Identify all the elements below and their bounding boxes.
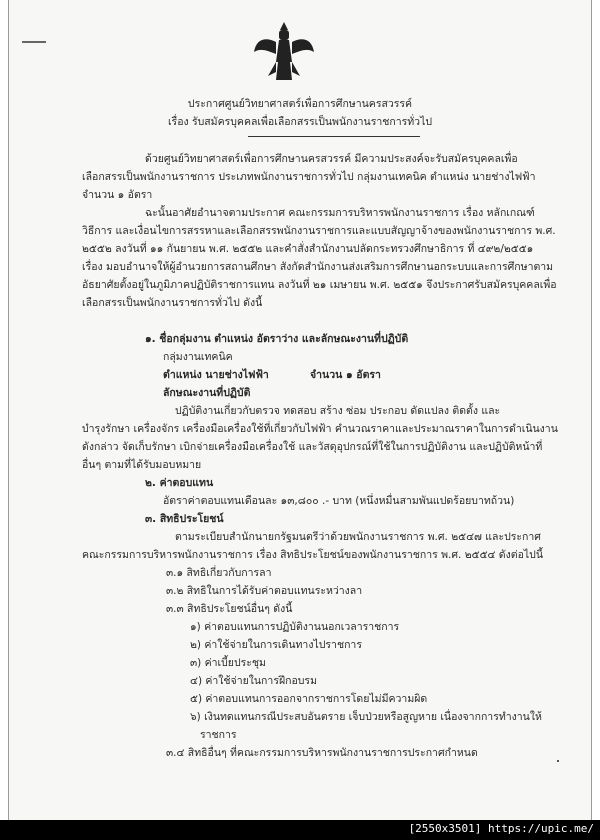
scan-speck <box>557 760 559 762</box>
duties-line: ปฏิบัติงานเกี่ยวกับตรวจ ทดสอบ สร้าง ซ่อม ประกอบ ดัดแปลง ติดตั้ง และ <box>175 405 501 417</box>
benefit-item: ๖) เงินทดแทนกรณีประสบอันตราย เจ็บป่วยหรือสูญหาย เนื่องจากการทำงานให้ <box>190 711 542 723</box>
body-line: เลือกสรรเป็นพนักงานราชการ ประเภทพนักงานราชการทั่วไป กลุ่มงานเทคนิค ตำแหน่ง นายช่างไฟฟ้า <box>82 171 536 183</box>
section3-heading: ๓. สิทธิประโยชน์ <box>145 513 224 525</box>
margin-mark <box>22 41 46 43</box>
benefit-item: ๓) ค่าเบี้ยประชุม <box>190 657 266 669</box>
section2-heading: ๒. ค่าตอบแทน <box>145 477 214 489</box>
job-count: จำนวน ๑ อัตรา <box>310 369 381 381</box>
job-position: ตำแหน่ง นายช่างไฟฟ้า <box>163 369 269 381</box>
benefit-3-2: ๓.๒ สิทธิในการได้รับค่าตอบแทนระหว่างลา <box>166 585 363 597</box>
body-line: ด้วยศูนย์วิทยาศาสตร์เพื่อการศึกษานครสวรรค์ มีความประสงค์จะรับสมัครบุคคลเพื่อ <box>145 153 518 165</box>
body-line: ๒๕๕๒ ลงวันที่ ๑๑ กันยายน พ.ศ. ๒๕๕๒ และคำสั่งสำนักงานปลัดกระทรวงศึกษาธิการ ที่ ๔๙๒/๒๕๕๑ <box>82 243 534 255</box>
body-line: วิธีการ และเงื่อนไขการสรรหาและเลือกสรรพนักงานราชการและแบบสัญญาจ้างของพนักงานราชการ พ.ศ. <box>82 225 556 237</box>
benefit-item: ๒) ค่าใช้จ่ายในการเดินทางไปราชการ <box>190 639 362 651</box>
benefit-3-3: ๓.๓ สิทธิประโยชน์อื่นๆ ดังนี้ <box>166 603 293 615</box>
title-underline <box>248 136 420 137</box>
body-line: ฉะนั้นอาศัยอำนาจตามประกาศ คณะกรรมการบริหารพนักงานราชการ เรื่อง หลักเกณฑ์ <box>145 207 535 219</box>
body-line: เรื่อง มอบอำนาจให้ผู้อำนวยการสถานศึกษา สังกัดสำนักงานส่งเสริมการศึกษานอกระบบและการศึกษาตาม <box>82 261 554 273</box>
benefit-item: ๕) ค่าตอบแทนการออกจากราชการโดยไม่มีความผิด <box>190 693 428 705</box>
image-info-bar <box>0 820 600 840</box>
duties-line: อื่นๆ ตามที่ได้รับมอบหมาย <box>82 459 202 471</box>
benefit-item: ๑) ค่าตอบแทนการปฏิบัติงานนอกเวลาราชการ <box>190 621 400 633</box>
garuda-emblem-icon <box>252 18 316 88</box>
duties-heading: ลักษณะงานที่ปฏิบัติ <box>163 387 251 399</box>
duties-line: ดังกล่าว จัดเก็บรักษา เบิกจ่ายเครื่องมือเครื่องใช้ และวัสดุอุปกรณ์ที่ใช้ในการปฏิบัติงาน และปฏิบัติหน้าที่ <box>82 441 543 453</box>
image-info-text: [2550x3501] https://upic.me/ <box>408 822 594 835</box>
benefit-3-4: ๓.๔ สิทธิอื่นๆ ที่คณะกรรมการบริหารพนักงานราชการประกาศกำหนด <box>166 747 478 759</box>
job-group: กลุ่มงานเทคนิค <box>163 351 233 363</box>
benefit-3-1: ๓.๑ สิทธิเกี่ยวกับการลา <box>166 567 272 579</box>
section1-heading: ๑. ชื่อกลุ่มงาน ตำแหน่ง อัตราว่าง และลักษณะงานที่ปฏิบัติ <box>145 333 409 345</box>
benefits-intro: ตามระเบียบสำนักนายกรัฐมนตรีว่าด้วยพนักงานราชการ พ.ศ. ๒๕๔๗ และประกาศ <box>175 531 541 543</box>
body-line: อัธยาศัยตั้งอยู่ในภูมิภาคปฏิบัติราชการแทน ลงวันที่ ๒๑ เมษายน พ.ศ. ๒๕๕๑ จึงประกาศรับสมัครบุคคลเพื่อ <box>82 279 557 291</box>
benefits-intro: คณะกรรมการบริหารพนักงานราชการ เรื่อง สิทธิประโยชน์ของพนักงานราชการ พ.ศ. ๒๕๕๔ ดังต่อไปนี้ <box>82 549 544 561</box>
announcement-subject: เรื่อง รับสมัครบุคคลเพื่อเลือกสรรเป็นพนักงานราชการทั่วไป <box>167 116 433 128</box>
announcement-title: ประกาศศูนย์วิทยาศาสตร์เพื่อการศึกษานครสวรรค์ <box>187 98 413 110</box>
body-line: เลือกสรรเป็นพนักงานราชการทั่วไป ดังนี้ <box>82 297 263 309</box>
salary-text: อัตราค่าตอบแทนเดือนละ ๑๓,๘๐๐ .- บาท (หนึ่งหมื่นสามพันแปดร้อยบาทถ้วน) <box>163 495 515 507</box>
benefit-item: ๔) ค่าใช้จ่ายในการฝึกอบรม <box>190 675 317 687</box>
duties-line: บำรุงรักษา เครื่องจักร เครื่องมือเครื่องใช้ที่เกี่ยวกับไฟฟ้า คำนวณราคาและประมาณราคาในการดำเนินงาน <box>82 423 558 435</box>
body-line: จำนวน ๑ อัตรา <box>82 189 153 201</box>
benefit-item: ราชการ <box>200 729 237 741</box>
